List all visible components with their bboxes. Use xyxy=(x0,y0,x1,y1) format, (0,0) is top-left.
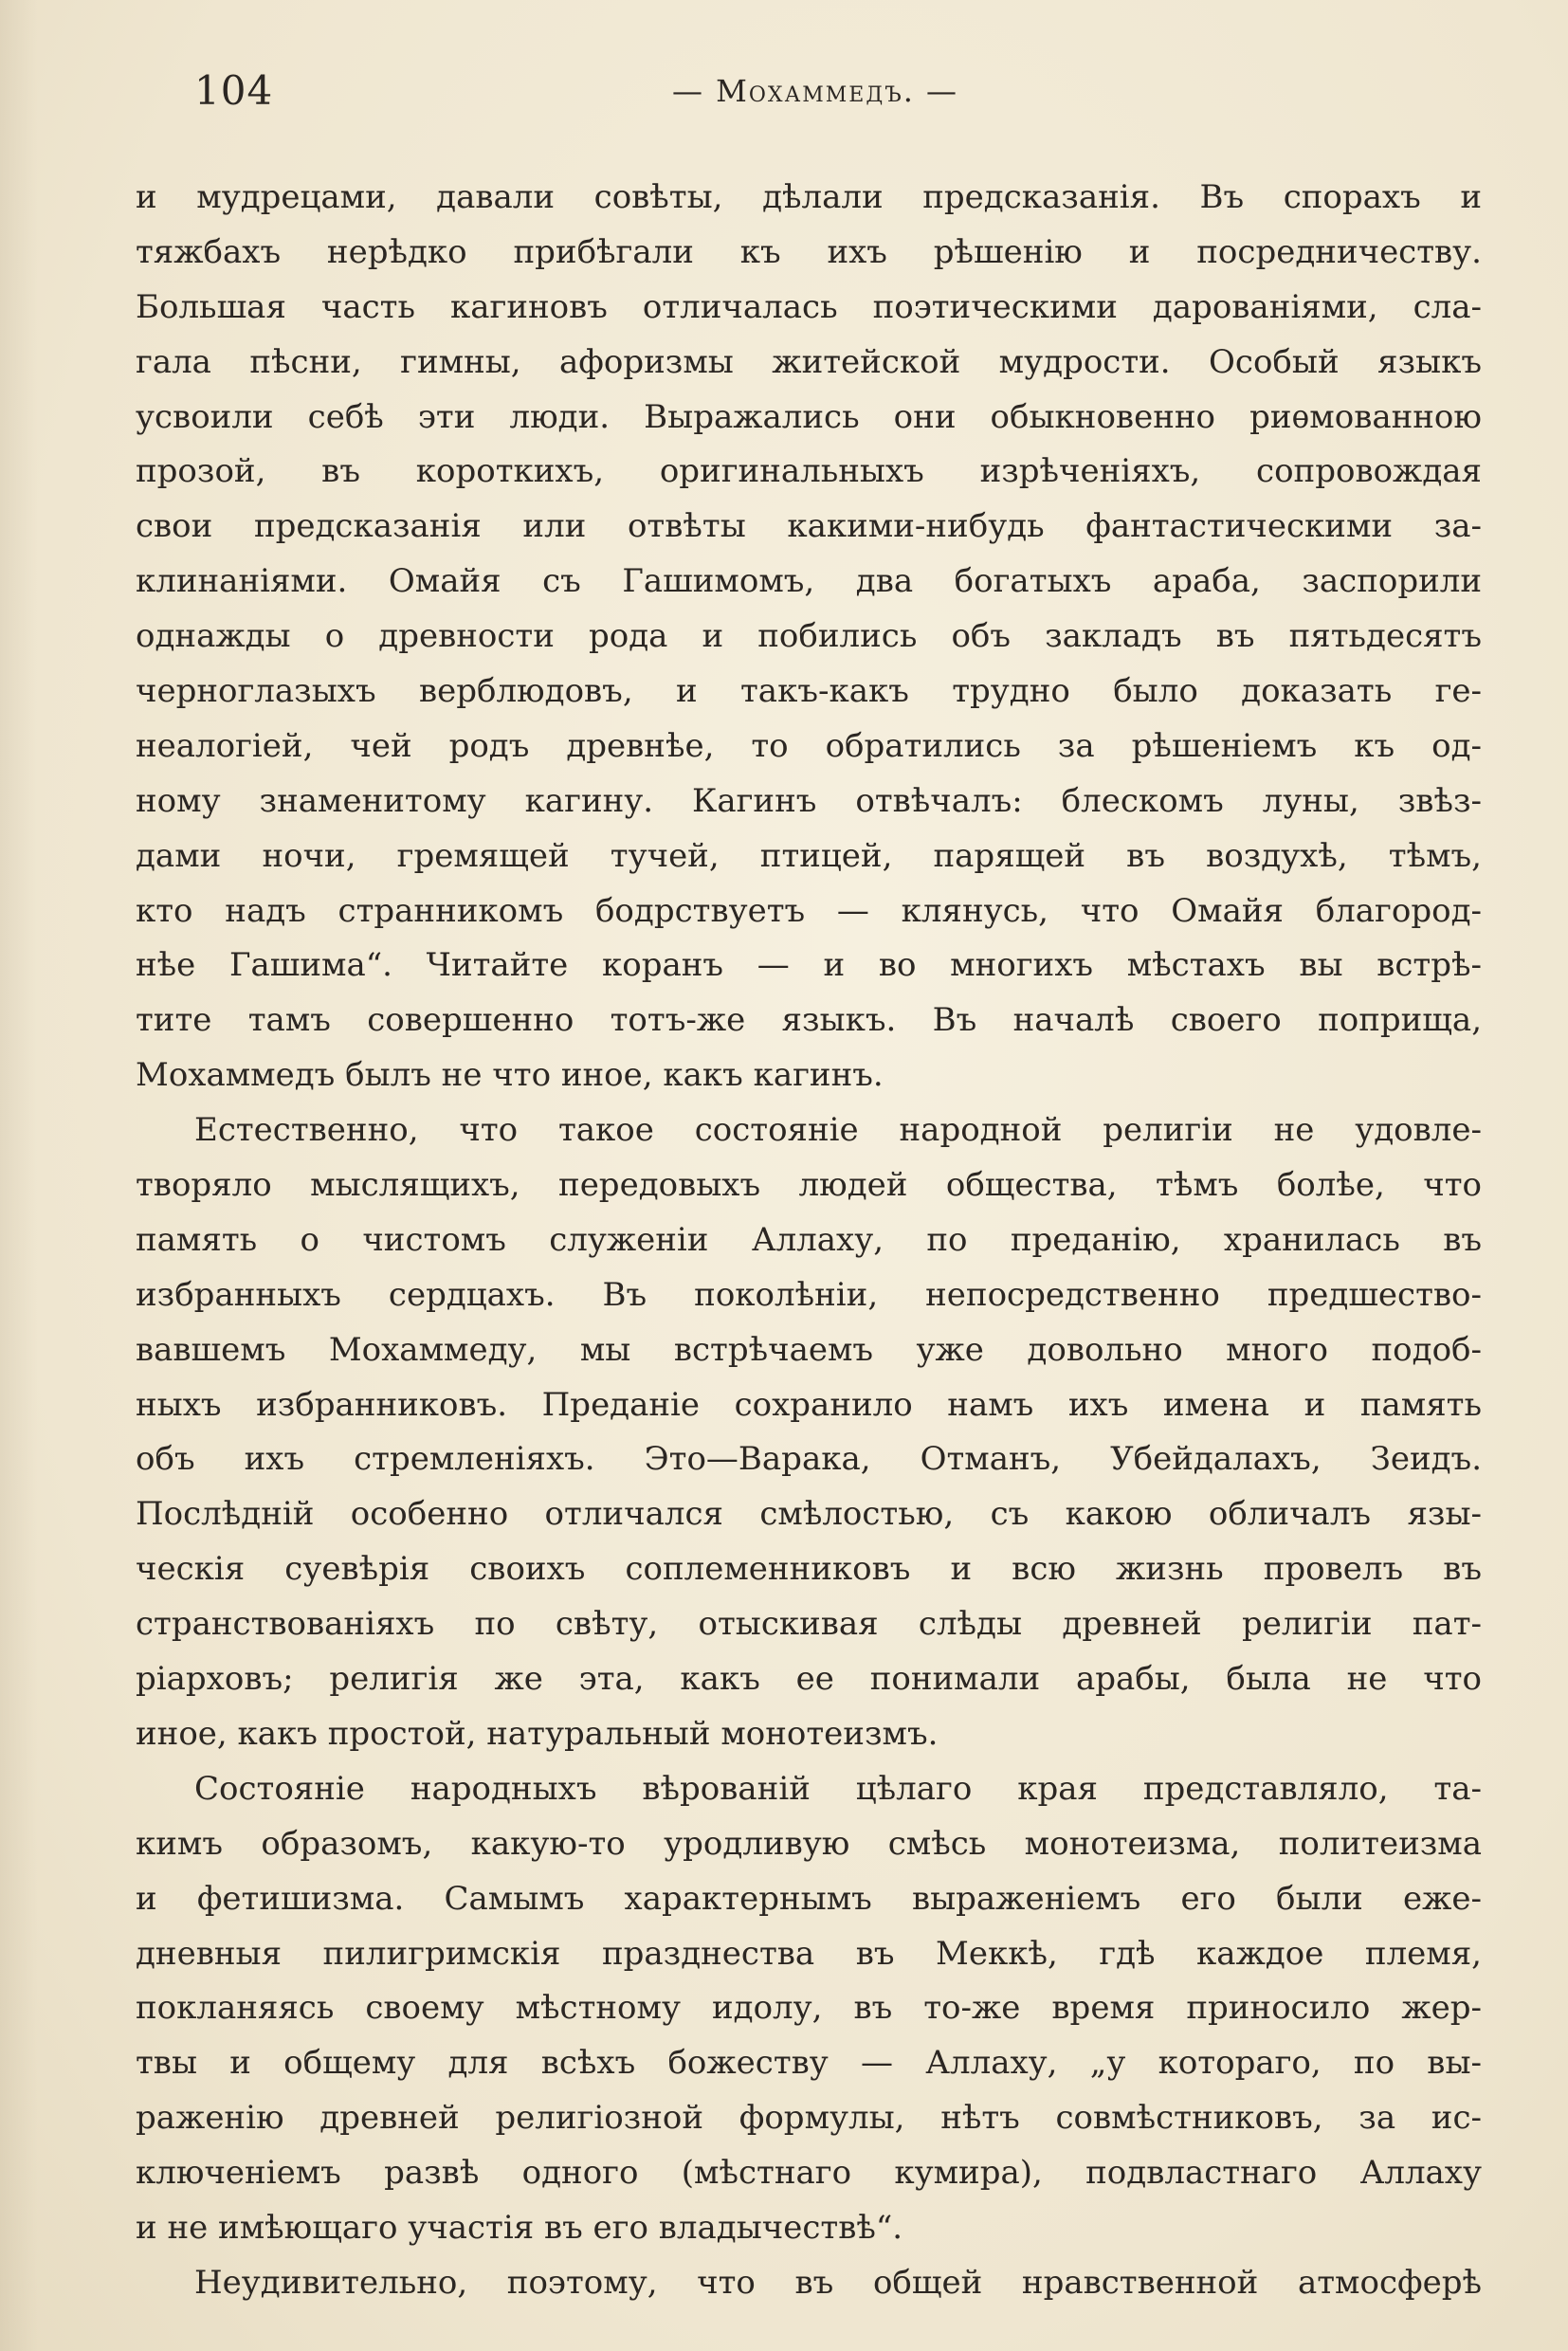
text-line: память о чистомъ служеніи Аллаху, по преданію, хранилась въ xyxy=(136,1220,1482,1259)
running-title: — Мохаммедъ. — xyxy=(671,73,959,109)
text-line: тяжбахъ нерѣдко прибѣгали къ ихъ рѣшенію и посредничеству. xyxy=(136,232,1482,271)
text-line: тите тамъ совершенно тотъ-же языкъ. Въ началѣ своего поприща, xyxy=(136,1001,1482,1040)
text-line: Большая часть кагиновъ отличалась поэтическими дарованіями, сла- xyxy=(136,287,1482,326)
text-line: клинаніями. Омайя съ Гашимомъ, два богатыхъ араба, заспорили xyxy=(136,562,1482,601)
running-head xyxy=(0,63,1568,119)
text-line: ріарховъ; религія же эта, какъ ее понимали арабы, была не что xyxy=(136,1660,1482,1699)
text-line: ныхъ избранниковъ. Преданіе сохранило намъ ихъ имена и память xyxy=(136,1385,1482,1424)
text-line: однажды о древности рода и побились объ закладъ въ пятьдесятъ xyxy=(136,617,1482,656)
text-line: ключеніемъ развѣ одного (мѣстнаго кумира), подвластнаго Аллаху xyxy=(136,2154,1482,2193)
paragraph-start-line: Естественно, что такое состояніе народной религіи не удовле- xyxy=(194,1111,1482,1150)
paragraph-start-line: Неудивительно, поэтому, что въ общей нравственной атмосферѣ xyxy=(194,2263,1482,2302)
text-line: ческія суевѣрія своихъ соплеменниковъ и всю жизнь провелъ въ xyxy=(136,1550,1482,1589)
text-line: Мохаммедъ былъ не что иное, какъ кагинъ. xyxy=(136,1056,884,1095)
text-line: гала пѣсни, гимны, афоризмы житейской мудрости. Особый языкъ xyxy=(136,342,1482,381)
text-line: покланяясь своему мѣстному идолу, въ то-же время приносило жер- xyxy=(136,1989,1482,2028)
text-line: нѣе Гашима“. Читайте коранъ — и во многихъ мѣстахъ вы встрѣ- xyxy=(136,946,1482,985)
text-line: кимъ образомъ, какую-то уродливую смѣсь монотеизма, политеизма xyxy=(136,1824,1482,1863)
text-line: избранныхъ сердцахъ. Въ поколѣніи, непосредственно предшество- xyxy=(136,1275,1482,1314)
text-line: неалогіей, чей родъ древнѣе, то обратились за рѣшеніемъ къ од- xyxy=(136,726,1482,765)
text-line: дами ночи, гремящей тучей, птицей, парящей въ воздухѣ, тѣмъ, xyxy=(136,836,1482,875)
text-line: дневныя пилигримскія празднества въ Меккѣ, гдѣ каждое племя, xyxy=(136,1934,1482,1973)
paragraph-start-line: Состояніе народныхъ вѣрованій цѣлаго края представляло, та- xyxy=(194,1769,1482,1808)
body-text xyxy=(136,171,1482,2311)
text-line: Послѣдній особенно отличался смѣлостью, съ какою обличалъ язы- xyxy=(136,1495,1482,1534)
text-line: прозой, въ короткихъ, оригинальныхъ изрѣченіяхъ, сопровождая xyxy=(136,452,1482,491)
text-line: объ ихъ стремленіяхъ. Это—Варака, Отманъ, Убейдалахъ, Зеидъ. xyxy=(136,1440,1482,1479)
text-line: иное, какъ простой, натуральный монотеизмъ. xyxy=(136,1714,939,1753)
text-line: творяло мыслящихъ, передовыхъ людей общества, тѣмъ болѣе, что xyxy=(136,1166,1482,1205)
text-line: усвоили себѣ эти люди. Выражались они обыкновенно риѳмованною xyxy=(136,397,1482,436)
text-line: черноглазыхъ верблюдовъ, и такъ-какъ трудно было доказать ге- xyxy=(136,672,1482,711)
text-line: и фетишизма. Самымъ характернымъ выраженіемъ его были еже- xyxy=(136,1879,1482,1918)
text-line: ному знаменитому кагину. Кагинъ отвѣчалъ: блескомъ луны, звѣз- xyxy=(136,781,1482,820)
text-line: странствованіяхъ по свѣту, отыскивая слѣды древней религіи пат- xyxy=(136,1605,1482,1644)
text-line: и мудрецами, давали совѣты, дѣлали предсказанія. Въ спорахъ и xyxy=(136,178,1482,216)
text-line: вавшемъ Мохаммеду, мы встрѣчаемъ уже довольно много подоб- xyxy=(136,1330,1482,1369)
text-line: свои предсказанія или отвѣты какими-нибудь фантастическими за- xyxy=(136,507,1482,546)
page-number: 104 xyxy=(194,67,274,114)
text-line: кто надъ странникомъ бодрствуетъ — клянусь, что Омайя благород- xyxy=(136,891,1482,930)
text-line: твы и общему для всѣхъ божеству — Аллаху, „у котораго, по вы- xyxy=(136,2044,1482,2083)
text-line: и не имѣющаго участія въ его владычествѣ“. xyxy=(136,2208,903,2247)
text-line: раженію древней религіозной формулы, нѣтъ совмѣстниковъ, за ис- xyxy=(136,2099,1482,2138)
